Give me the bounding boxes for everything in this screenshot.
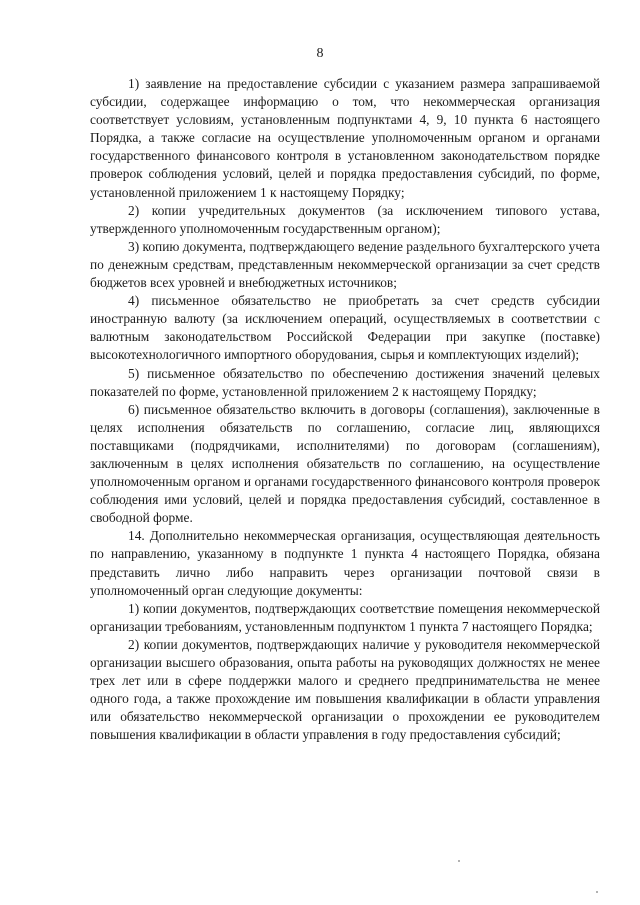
- paragraph-item-5-targets-obligation: 5) письменное обязательство по обеспечению достижения значений целевых показателей по форме, установленной приложением 2 к настоящему Порядку;: [90, 365, 600, 399]
- page-number: 8: [316, 46, 324, 61]
- scan-speck: [458, 860, 460, 862]
- document-body: [90, 75, 600, 744]
- paragraph-item-1-application: 1) заявление на предоставление субсидии с указанием размера запрашиваемой субсидии, содержащее информацию о том, что некоммерческая организация соответствует условиям, установленным подпунктами 4, 9, 10 пункта 6 настоящего Порядка, а также согласие на осуществление уполномоченным органом и органами государственного финансового контроля в установленном законодательством порядке проверок соблюдения условий, целей и порядка предоставления субсидий, по форме, установленной приложением 1 к настоящему Порядку;: [90, 76, 600, 200]
- paragraph-clause-14: 14. Дополнительно некоммерческая организация, осуществляющая деятельность по направлению, указанному в подпункте 1 пункта 4 настоящего Порядка, обязана представить лично либо направить через организации почтовой связи в уполномоченный орган следующие документы:: [90, 528, 600, 598]
- scan-speck: [596, 891, 598, 893]
- paragraph-item-3-accounting-document: 3) копию документа, подтверждающего ведение раздельного бухгалтерского учета по денежным средствам, представленным некоммерческой организации за счет средств бюджетов всех уровней и внебюджетных источников;: [90, 238, 600, 291]
- paragraph-item-6-contracts-obligation: 6) письменное обязательство включить в договоры (соглашения), заключенные в целях исполнения обязательств по соглашению, согласие лиц, являющихся поставщиками (подрядчиками, исполнителями) по договорам (соглашениям), заключенным в целях исполнения обязательств по соглашению, на осуществление уполномоченным органом и органами государственного финансового контроля проверок соблюдения ими условий, целей и порядка предоставления субсидий, составленное в свободной форме.: [90, 401, 600, 526]
- paragraph-item-4-currency-obligation: 4) письменное обязательство не приобретать за счет средств субсидии иностранную валюту (за исключением операций, осуществляемых в соответствии с валютным законодательством Российской Федерации при закупке (поставке) высокотехнологичного импортного оборудования, сырья и комплектующих изделий);: [90, 293, 600, 363]
- paragraph-clause-14-item-1: 1) копии документов, подтверждающих соответствие помещения некоммерческой организации требованиям, установленным подпунктом 1 пункта 7 настоящего Порядка;: [90, 600, 600, 634]
- paragraph-item-2-charter-copies: 2) копии учредительных документов (за исключением типового устава, утвержденного уполномоченным государственным органом);: [90, 202, 600, 236]
- paragraph-clause-14-item-2: 2) копии документов, подтверждающих наличие у руководителя некоммерческой организации высшего образования, опыта работы на руководящих должностях не менее трех лет или в сфере поддержки малого и среднего предпринимательства не менее одного года, а также прохождение им повышения квалификации в области управления или обязательство некоммерческой организации о прохождении ее руководителем повышения квалификации в области управления в году предоставления субсидий;: [90, 636, 600, 743]
